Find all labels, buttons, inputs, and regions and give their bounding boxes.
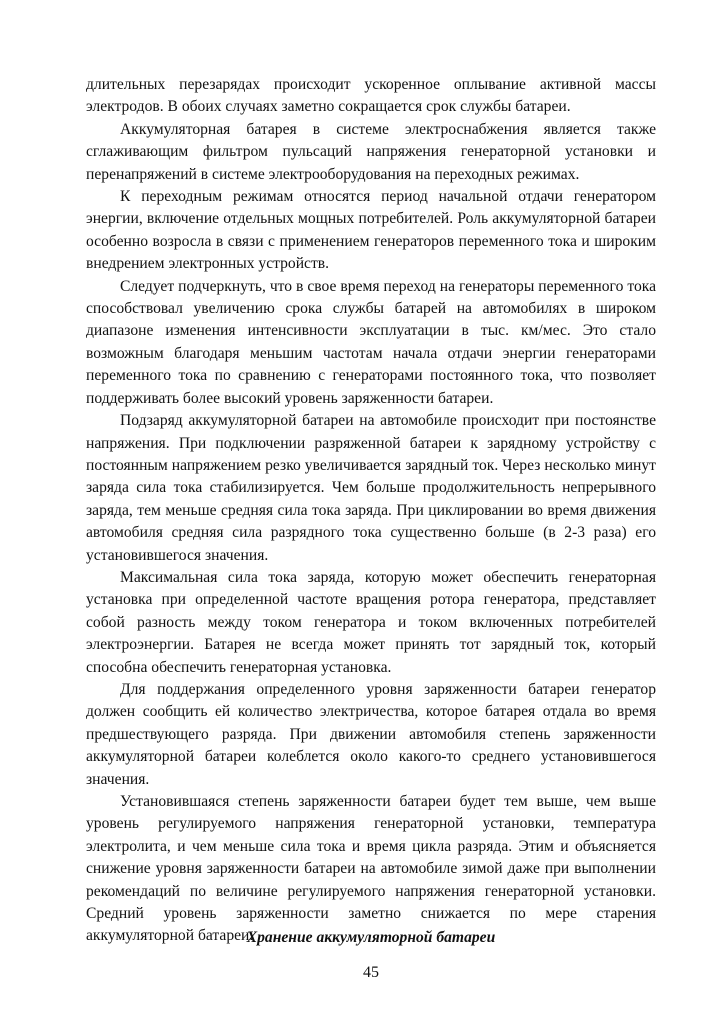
section-heading: Хранение аккумуляторной батареи bbox=[246, 929, 496, 946]
paragraph: Установившаяся степень заряженности батареи будет тем выше, чем выше уровень регулируемого напряжения генераторной установки, температура электролита, и чем меньше сила тока и время цикла разряда. Этим и объясняется снижение уровня заряженности батареи на автомобиле зимой даже при выполнении рекомендаций по величине регулируемого напряжения генераторной установки. Средний уровень заряженности заметно снижается по мере старения аккумуляторной батареи. bbox=[86, 793, 656, 945]
paragraph: Подзаряд аккумуляторной батареи на автомобиле происходит при постоянстве напряжения. При подключении разряженной батареи к зарядному устройству с постоянным напряжением резко увеличивается зарядный ток. Через несколько минут заряда сила тока стабилизируется. Чем больше продолжительность непрерывного заряда, тем меньше средняя сила тока заряда. При циклировании во время движения автомобиля средняя сила разрядного тока существенно больше (в 2-3 раза) его установившегося значения. bbox=[86, 412, 656, 564]
paragraph: длительных перезарядах происходит ускоренное оплывание активной массы электродов. В обоих случаях заметно сокращается срок службы батареи. bbox=[86, 76, 656, 116]
page-number: 45 bbox=[363, 964, 379, 981]
paragraph: Максимальная сила тока заряда, которую может обеспечить генераторная установка при определенной частоте вращения ротора генератора, представляет собой разность между током генератора и током включенных потребителей электроэнергии. Батарея не всегда может принять тот зарядный ток, который способна обеспечить генераторная установка. bbox=[86, 568, 656, 676]
paragraph: Для поддержания определенного уровня заряженности батареи генератор должен сообщить ей количество электричества, которое батарея отдала во время предшествующего разряда. При движении автомобиля степень заряженности аккумуляторной батареи колеблется около какого-то среднего установившегося значения. bbox=[86, 680, 656, 788]
body-text bbox=[86, 74, 656, 948]
paragraph: К переходным режимам относятся период начальной отдачи генератором энергии, включение отдельных мощных потребителей. Роль аккумуляторной батареи особенно возросла в связи с применением генераторов переменного тока и широким внедрением электронных устройств. bbox=[86, 188, 656, 273]
paragraph: Следует подчеркнуть, что в свое время переход на генераторы переменного тока способствовал увеличению срока службы батарей на автомобилях в широком диапазоне изменения интенсивности эксплуатации в тыс. км/мес. Это стало возможным благодаря меньшим частотам начала отдачи энергии генераторами переменного тока по сравнению с генераторами постоянного тока, что позволяет поддерживать более высокий уровень заряженности батареи. bbox=[86, 277, 656, 407]
paragraph: Аккумуляторная батарея в системе электроснабжения является также сглаживающим фильтром пульсаций напряжения генераторной установки и перенапряжений в системе электрооборудования на переходных режимах. bbox=[86, 120, 656, 183]
